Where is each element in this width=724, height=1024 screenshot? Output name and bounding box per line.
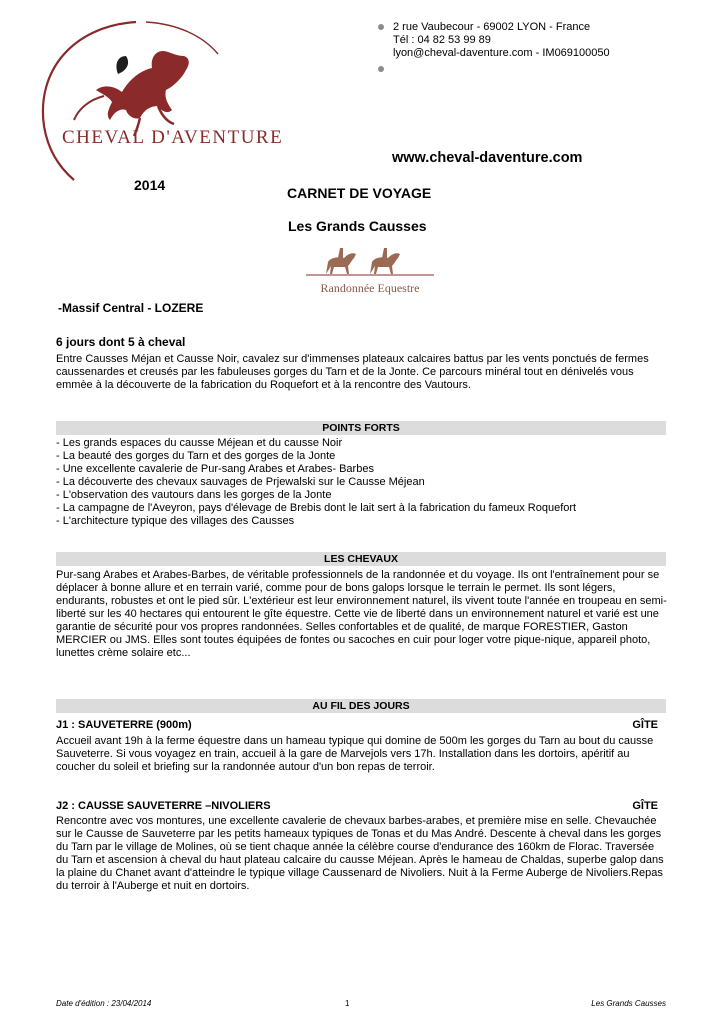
list-item: - L'architecture typique des villages des Causses [56, 515, 295, 527]
list-item: - La campagne de l'Aveyron, pays d'élevage de Brebis dont le lait sert à la fabrication du fameux Roquefort [56, 502, 577, 514]
logo-text: CHEVAL D'AVENTURE [62, 127, 284, 148]
footer-document-name: Les Grands Causses [591, 999, 666, 1008]
document-title: CARNET DE VOYAGE [287, 185, 432, 201]
intro-paragraph: Entre Causses Méjan et Causse Noir, cavalez sur d'immenses plateaux calcaires battus par les vents ponctués de fermes caussenardes et creusés par les fabuleuses gorges du Tarn et de la Jonte. Ce parcours minéral tout en dénivelés vous emmèe à la découverte de la fabrication du Roquefort et à la rencontre des Vautours. [56, 353, 649, 391]
list-item: - La beauté des gorges du Tarn et des gorges de la Jonte [56, 450, 336, 462]
cheval-daventure-logo [18, 16, 258, 186]
contact-address-row [378, 21, 610, 60]
contact-line: Tél : 04 82 53 99 89 [393, 34, 491, 46]
lodging-type: GÎTE [632, 800, 658, 812]
footer-edition-date: Date d'édition : 23/04/2014 [56, 999, 152, 1008]
day-title [56, 719, 658, 731]
region: -Massif Central - LOZERE [58, 301, 204, 315]
day-description: Accueil avant 19h à la ferme équestre dans un hameau typique qui domine de 500m les gorges du Tarn au bout du causse Sauveterre. Si vous voyagez en train, accueil à la gare de Marvejols vers 17h. Installation dans les dortoirs, apéritif au coucher du soleil et briefing sur la randonnée autour d'un bon repas de terroir. [56, 735, 654, 773]
randonnee-logo-text: Randonnée Equestre [320, 281, 420, 295]
section-heading-points-forts: POINTS FORTS [56, 421, 666, 435]
contact-empty-row [378, 60, 610, 76]
contact-block [378, 21, 610, 76]
chevaux-paragraph: Pur-sang Arabes et Arabes-Barbes, de véritable professionnels de la randonnée et du voyage. Ils ont l'entraînement pour se déplacer à bonne allure et en terrain varié, comme pour de bons galops lorsque le terrain le permet. Ils sont légers, endurants, robustes et ont le pied sûr. L'extérieur est leur environnement naturel, ils vivent toute l'année en troupeau en semi-liberté sur les 40 hectares qui entourent le gîte équestre. Cette vie de liberté dans un environnement naturel et varié est une garantie de sécurité pour vos propres randonnées. Selles confortables et de qualité, de marque FORESTIER, Gaston MERCIER ou JMS. Elles sont toutes équipées de fontes ou sacoches en cuir pour loger votre pique-nique, appareil photo, lunettes crème solaire etc... [56, 569, 667, 659]
section-heading-chevaux: LES CHEVAUX [56, 552, 666, 566]
list-item: - Les grands espaces du causse Méjean et du causse Noir [56, 437, 343, 449]
footer-page-number: 1 [345, 999, 350, 1008]
day-title-text: J2 : CAUSSE SAUVETERRE –NIVOLIERS [56, 800, 271, 812]
bullet-icon [378, 66, 384, 72]
randonnee-equestre-logo [302, 240, 438, 298]
bullet-icon [378, 24, 384, 30]
contact-line: 2 rue Vaubecour - 69002 LYON - France [393, 21, 591, 33]
list-item: - La découverte des chevaux sauvages de Prjewalski sur le Causse Méjean [56, 476, 425, 488]
list-item: - Une excellente cavalerie de Pur-sang Arabes et Arabes- Barbes [56, 463, 374, 475]
contact-line[interactable]: lyon@cheval-daventure.com - IM069100050 [393, 47, 610, 59]
section-heading-jours: AU FIL DES JOURS [56, 699, 666, 713]
day-description: Rencontre avec vos montures, une excellente cavalerie de chevaux barbes-arabes, et première mise en selle. Chevauchée sur le Causse de Sauveterre par les petits hameaux typiques de Tonas et du Mas André. Descente à cheval dans les gorges du Tarn par le village de Molines, où se tient chaque année la célèbre course d'endurance des 160km de Florac. Traversée du Tarn et ascension à cheval du haut plateau calcaire du causse Méjean. Après le hameau de Chaldas, superbe galop dans la plaine du Chanet avant d'atteindre le typique village Caussenard de Nivoliers. Nuit à la Ferme Auberge de Nivoliers.Repas du terroir à l'Auberge et nuit en dortoirs. [56, 815, 664, 892]
day-title [56, 800, 658, 812]
website-link[interactable]: www.cheval-daventure.com [392, 150, 583, 166]
document-subtitle: Les Grands Causses [288, 218, 427, 234]
points-forts-list [56, 437, 576, 528]
day-title-text: J1 : SAUVETERRE (900m) [56, 719, 192, 731]
list-item: - L'observation des vautours dans les gorges de la Jonte [56, 489, 332, 501]
lodging-type: GÎTE [632, 719, 658, 731]
duration: 6 jours dont 5 à cheval [56, 335, 186, 349]
year: 2014 [134, 177, 166, 193]
